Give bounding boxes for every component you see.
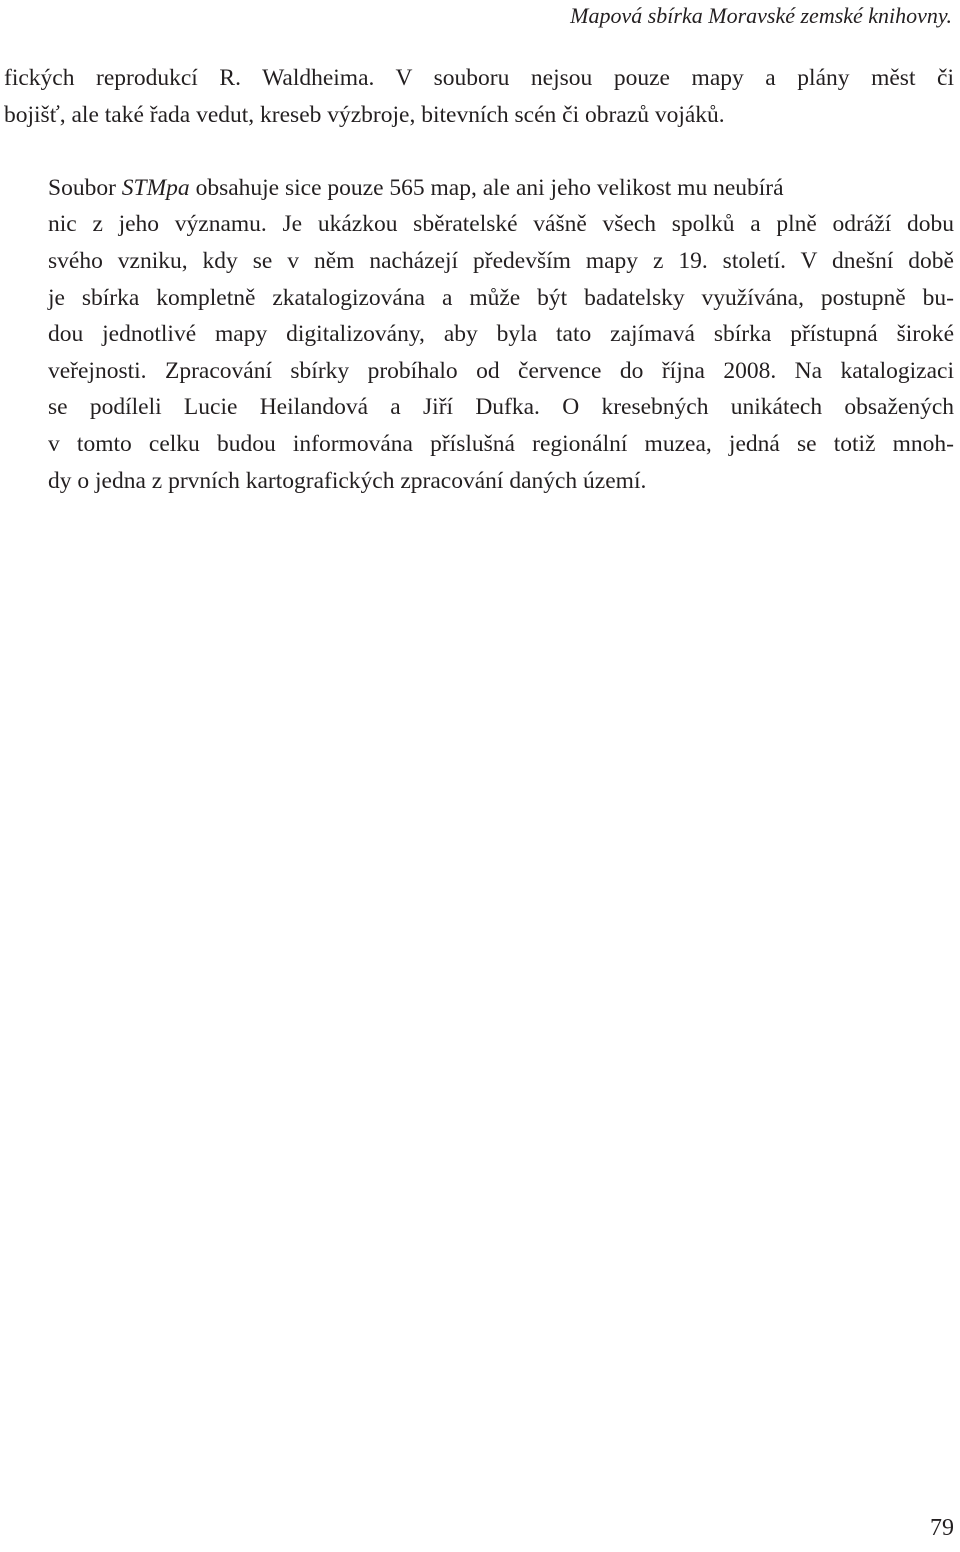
body-text — [4, 60, 954, 499]
text-line: je sbírka kompletně zkatalogizována a může být badatelsky využívána, postupně bu- — [48, 284, 954, 311]
text-line: bojišť, ale také řada vedut, kreseb výzbroje, bitevních scén či obrazů vojáků. — [4, 101, 725, 128]
emphasis-stmpa: STMpa — [121, 174, 190, 201]
text-line-first — [4, 170, 954, 207]
text-line: dy o jedna z prvních kartografických zpracování daných území. — [48, 467, 647, 494]
text-run: Soubor — [48, 174, 122, 201]
text-line: nic z jeho významu. Je ukázkou sběratelské vášně všech spolků a plně odráží dobu — [48, 211, 954, 238]
page-number: 79 — [930, 1515, 954, 1541]
text-line: fických reprodukcí R. Waldheima. V souboru nejsou pouze mapy a plány měst či — [4, 65, 954, 91]
text-line: dou jednotlivé mapy digitalizovány, aby byla tato zajímavá sbírka přístupná široké — [48, 321, 954, 348]
paragraph-1 — [4, 60, 954, 133]
text-line: v tomto celku budou informována příslušná regionální muzea, jedná se totiž mnoh- — [48, 430, 954, 457]
text-line: svého vzniku, kdy se v něm nacházejí především mapy z 19. století. V dnešní době — [48, 247, 954, 274]
running-header: Mapová sbírka Moravské zemské knihovny. — [570, 3, 952, 28]
paragraph-2 — [4, 170, 954, 499]
text-run: obsahuje sice pouze 565 map, ale ani jeho velikost mu neubírá — [189, 174, 784, 201]
text-line: se podíleli Lucie Heilandová a Jiří Dufka. O kresebných unikátech obsažených — [48, 394, 954, 421]
text-line: veřejnosti. Zpracování sbírky probíhalo od července do října 2008. Na katalogizaci — [48, 357, 954, 384]
